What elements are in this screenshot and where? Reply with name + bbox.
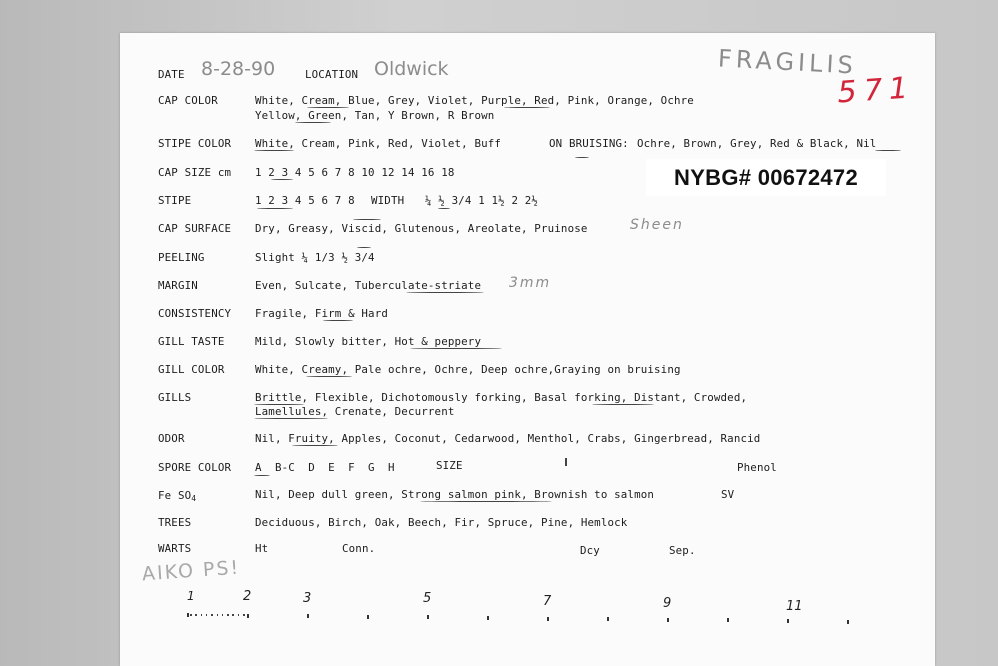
- ruler-tick: [607, 617, 609, 621]
- gills-options: Brittle, Flexible, Dichotomously forking, Basal forking, Distant, Crowded,: [255, 391, 748, 404]
- peeling-options: Slight ¼ 1/3 ½ 3/4: [255, 251, 375, 264]
- ruler-minor-tick: [232, 614, 234, 616]
- cap-surface-note: Sheen: [630, 217, 684, 233]
- ruler-minor-tick: [190, 614, 192, 616]
- ruler-minor-tick: [222, 614, 224, 616]
- ruler-tick: [427, 615, 429, 619]
- ruler-number-5: 5: [423, 591, 432, 606]
- ruler-number-3: 3: [303, 591, 312, 606]
- sep-label: Sep.: [669, 544, 696, 557]
- underline-lamellules: [254, 418, 328, 419]
- catalog-number-label: NYBG# 00672472: [646, 159, 886, 196]
- width-options: ¼ ½ 3/4 1 1½ 2 2½: [425, 194, 539, 207]
- stipe-label: STIPE: [158, 194, 192, 207]
- location-value: Oldwick: [374, 58, 449, 80]
- underline-peeling: [357, 247, 371, 248]
- ruler-tick: [187, 613, 189, 617]
- ruler-tick: [847, 620, 849, 624]
- ruler-minor-tick: [195, 614, 197, 616]
- gill-taste-label: GILL TASTE: [158, 335, 225, 348]
- cap-size-options: 1 2 3 4 5 6 7 8 10 12 14 16 18: [255, 166, 455, 179]
- feso4-subscript: 4: [191, 494, 197, 503]
- trees-options: Deciduous, Birch, Oak, Beech, Fir, Spruce, Pine, Hemlock: [255, 516, 628, 529]
- odor-options: Nil, Fruity, Apples, Coconut, Cedarwood, Menthol, Crabs, Gingerbread, Rancid: [255, 432, 761, 445]
- underline-stipe: [257, 208, 293, 209]
- ruler-tick: [787, 619, 789, 623]
- underline-cap-size: [271, 179, 293, 180]
- data-card: [120, 33, 935, 666]
- dcy-label: Dcy: [580, 544, 600, 557]
- size-label: SIZE: [436, 459, 463, 472]
- cap-color-options-2: Yellow, Green, Tan, Y Brown, R Brown: [255, 109, 495, 122]
- species-name: FRAGILIS: [717, 44, 858, 80]
- ruler-minor-tick: [201, 614, 203, 616]
- underline-fruity: [292, 445, 338, 446]
- ruler-minor-tick: [238, 614, 240, 616]
- underline-strong-salmon: [420, 501, 552, 502]
- specimen-number: 571: [835, 70, 917, 111]
- stipe-color-options: White, Cream, Pink, Red, Violet, Buff: [255, 137, 502, 150]
- ruler-tick: [487, 616, 489, 620]
- gills-options-2: Lamellules, Crenate, Decurrent: [255, 405, 455, 418]
- underline-cream: [307, 107, 349, 108]
- gill-taste-options: Mild, Slowly bitter, Hot & peppery: [255, 335, 482, 348]
- cap-surface-label: CAP SURFACE: [158, 222, 232, 235]
- ruler-minor-tick: [227, 614, 229, 616]
- phenol-label: Phenol: [737, 461, 777, 474]
- ruler-number-1: 1: [187, 589, 195, 603]
- ruler-minor-tick: [211, 614, 213, 616]
- feso4-label: [158, 489, 196, 503]
- underline-green: [295, 122, 331, 123]
- on-bruising-label: ON BRUISING:: [549, 137, 629, 150]
- ruler-number-9: 9: [663, 596, 672, 611]
- ruler-tick: [367, 615, 369, 619]
- ht-label: Ht: [255, 542, 269, 555]
- ruler-minor-tick: [243, 614, 245, 616]
- margin-note: 3mm: [509, 275, 552, 291]
- feso4-main: Fe SO: [158, 489, 192, 502]
- underline-hot-peppery: [410, 348, 502, 349]
- spore-color-options: A B-C D E F G H: [255, 461, 395, 474]
- stipe-color-label: STIPE COLOR: [158, 137, 232, 150]
- width-label: WIDTH: [371, 194, 405, 207]
- stipe-options: 1 2 3 4 5 6 7 8: [255, 194, 355, 207]
- underline-spore-a: [254, 475, 270, 476]
- gill-color-options: White, Creamy, Pale ochre, Ochre, Deep ochre,Graying on bruising: [255, 363, 681, 376]
- trees-label: TREES: [158, 516, 192, 529]
- cap-size-label: CAP SIZE cm: [158, 166, 232, 179]
- sv-label: SV: [721, 488, 735, 501]
- consistency-label: CONSISTENCY: [158, 307, 232, 320]
- underline-creamy: [306, 376, 352, 377]
- consistency-options: Fragile, Firm & Hard: [255, 307, 389, 320]
- underline-bruising: [575, 157, 589, 158]
- underline-width: [438, 208, 450, 209]
- underline-viscid: [353, 219, 381, 220]
- ruler-number-7: 7: [543, 594, 552, 609]
- peeling-label: PEELING: [158, 251, 205, 264]
- ruler-minor-tick: [217, 614, 219, 616]
- gill-color-label: GILL COLOR: [158, 363, 225, 376]
- conn-label: Conn.: [342, 542, 376, 555]
- underline-firm: [323, 320, 353, 321]
- date-label: DATE: [158, 68, 185, 81]
- ruler-number-11: 11: [786, 599, 803, 614]
- spore-color-label: SPORE COLOR: [158, 461, 232, 474]
- collector-note: AIKO PS!: [141, 556, 241, 586]
- cap-color-options: White, Cream, Blue, Grey, Violet, Purple, Red, Pink, Orange, Ochre: [255, 94, 694, 107]
- underline-brittle: [254, 404, 304, 405]
- underline-white: [254, 150, 294, 151]
- feso4-options: Nil, Deep dull green, Strong salmon pink, Brownish to salmon: [255, 488, 655, 501]
- underline-tuberculate: [406, 292, 484, 293]
- margin-options: Even, Sulcate, Tuberculate-striate: [255, 279, 482, 292]
- underline-nil: [875, 150, 901, 151]
- margin-label: MARGIN: [158, 279, 198, 292]
- warts-label: WARTS: [158, 542, 192, 555]
- spore-mark: [565, 458, 567, 466]
- ruler-tick: [727, 618, 729, 622]
- cap-color-label: CAP COLOR: [158, 94, 218, 107]
- cap-surface-options: Dry, Greasy, Viscid, Glutenous, Areolate, Pruinose: [255, 222, 588, 235]
- ruler-tick: [547, 617, 549, 621]
- on-bruising-options: Ochre, Brown, Grey, Red & Black, Nil: [637, 137, 877, 150]
- underline-purple: [504, 107, 550, 108]
- ruler-minor-tick: [206, 614, 208, 616]
- ruler-tick: [667, 618, 669, 622]
- gills-label: GILLS: [158, 391, 192, 404]
- location-label: LOCATION: [305, 68, 359, 81]
- odor-label: ODOR: [158, 432, 185, 445]
- ruler-tick: [247, 614, 249, 618]
- underline-basal-forking: [592, 404, 654, 405]
- ruler-tick: [307, 614, 309, 618]
- ruler-number-2: 2: [243, 589, 252, 604]
- date-value: 8-28-90: [201, 58, 276, 80]
